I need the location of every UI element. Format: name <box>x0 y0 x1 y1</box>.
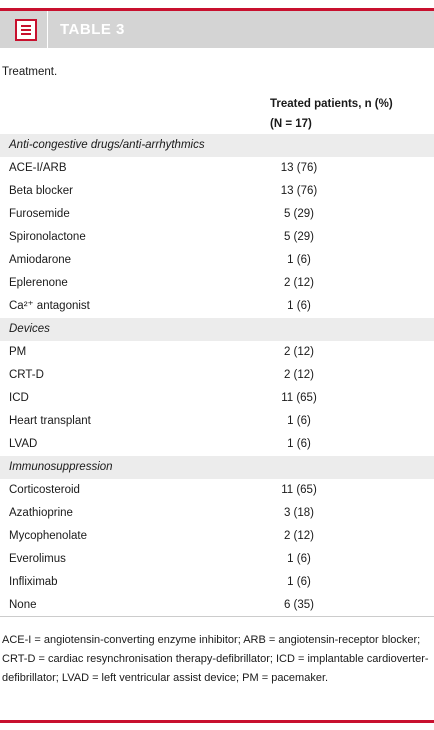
row-value: 11 (65) <box>281 484 317 496</box>
row-value: 6 (35) <box>283 599 315 611</box>
table-row <box>0 525 434 548</box>
table-column-header <box>0 94 434 134</box>
table-row <box>0 548 434 571</box>
table-row <box>0 226 434 249</box>
table-row <box>0 364 434 387</box>
row-value: 11 (65) <box>281 392 317 404</box>
column-header-line1: Treated patients, n (%) <box>270 98 393 110</box>
row-label: ICD <box>9 392 29 404</box>
row-value: 2 (12) <box>283 369 315 381</box>
row-label: None <box>9 599 37 611</box>
table-row <box>0 410 434 433</box>
table-bottom-rule <box>0 616 434 617</box>
table-section-row <box>0 134 434 157</box>
table-icon <box>15 19 37 41</box>
column-header-treated <box>270 94 393 134</box>
row-label: ACE-I/ARB <box>9 162 67 174</box>
row-value: 1 (6) <box>287 438 311 450</box>
table-row <box>0 180 434 203</box>
row-label: Azathioprine <box>9 507 73 519</box>
row-value: 1 (6) <box>287 415 311 427</box>
table-row <box>0 249 434 272</box>
row-value: 2 (12) <box>283 346 315 358</box>
table-row <box>0 594 434 617</box>
row-label: Furosemide <box>9 208 70 220</box>
table-row <box>0 387 434 410</box>
row-label: Corticosteroid <box>9 484 80 496</box>
row-value: 5 (29) <box>283 231 315 243</box>
row-value: 2 (12) <box>283 277 315 289</box>
table-row <box>0 157 434 180</box>
table-title: TABLE 3 <box>60 21 125 38</box>
table-caption: Treatment. <box>2 66 58 78</box>
row-value: 2 (12) <box>283 530 315 542</box>
row-value: 1 (6) <box>287 576 311 588</box>
column-header-line2: (N = 17) <box>270 118 312 130</box>
row-value: 13 (76) <box>280 185 318 197</box>
row-label: Spironolactone <box>9 231 86 243</box>
header-separator <box>47 11 48 48</box>
row-value: 5 (29) <box>283 208 315 220</box>
row-label: Ca²⁺ antagonist <box>9 300 90 312</box>
row-label: CRT-D <box>9 369 44 381</box>
table-row <box>0 295 434 318</box>
row-label: Everolimus <box>9 553 66 565</box>
row-label: Mycophenolate <box>9 530 87 542</box>
table-body <box>0 134 434 617</box>
row-label: LVAD <box>9 438 38 450</box>
row-label: PM <box>9 346 27 358</box>
row-value: 13 (76) <box>280 162 318 174</box>
bottom-accent-rule <box>0 720 434 723</box>
row-value: 1 (6) <box>287 300 311 312</box>
row-label: Amiodarone <box>9 254 72 266</box>
section-label: Anti-congestive drugs/anti-arrhythmics <box>9 139 205 151</box>
table-row <box>0 272 434 295</box>
row-value: 3 (18) <box>283 507 315 519</box>
row-label: Infliximab <box>9 576 58 588</box>
table-row <box>0 479 434 502</box>
table-row <box>0 341 434 364</box>
table-header-bar <box>0 11 434 48</box>
row-label: Heart transplant <box>9 415 91 427</box>
table-row <box>0 502 434 525</box>
table-section-row <box>0 456 434 479</box>
row-value: 1 (6) <box>287 553 311 565</box>
table-section-row <box>0 318 434 341</box>
table-row <box>0 433 434 456</box>
table-row <box>0 203 434 226</box>
section-label: Devices <box>9 323 50 335</box>
section-label: Immunosuppression <box>9 461 113 473</box>
row-label: Beta blocker <box>9 185 73 197</box>
table-footnote: ACE-I = angiotensin-converting enzyme inhibitor; ARB = angiotensin-receptor blocker; CRT-D = cardiac resynchronisation therapy-defibrillator; ICD = implantable cardioverter-defibrillator; LVAD = left ventricular assist device; PM = pacemaker. <box>2 634 429 684</box>
row-value: 1 (6) <box>287 254 311 266</box>
row-label: Eplerenone <box>9 277 68 289</box>
table-row <box>0 571 434 594</box>
